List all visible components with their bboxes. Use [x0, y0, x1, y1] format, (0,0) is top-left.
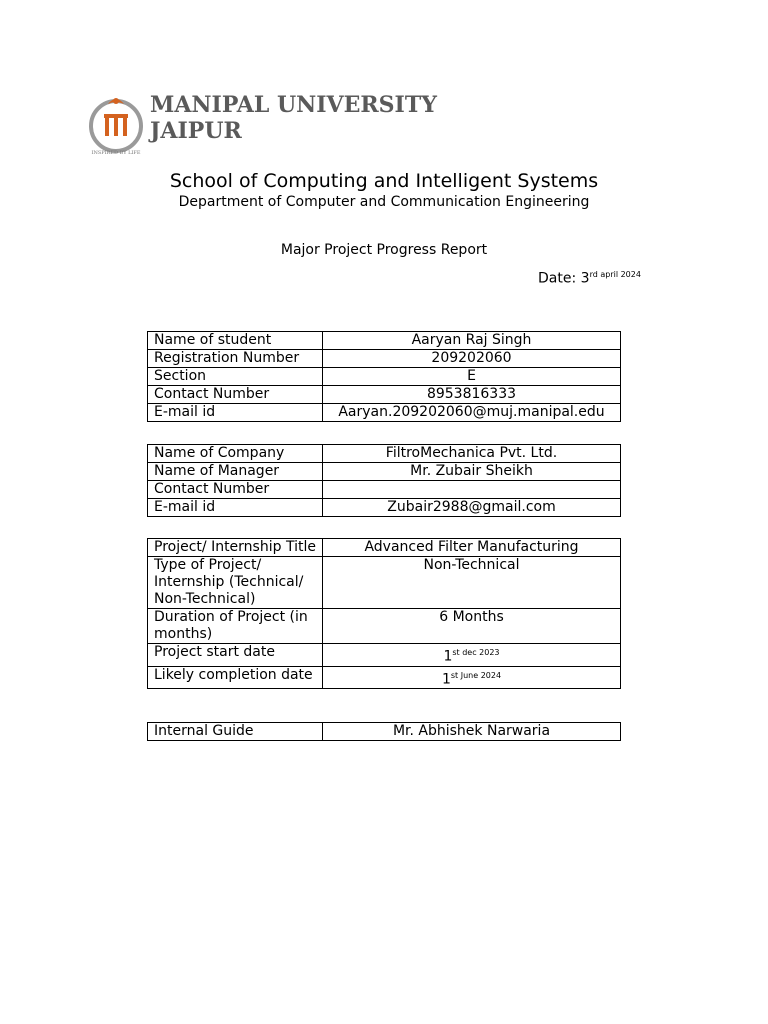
- table-row: [148, 557, 621, 609]
- completion-suffix: st June 2024: [450, 670, 502, 680]
- row-value: FiltroMechanica Pvt. Ltd.: [323, 445, 621, 463]
- row-value: 6 Months: [323, 609, 621, 644]
- university-emblem-icon: [88, 90, 148, 160]
- row-value: Mr. Abhishek Narwaria: [323, 723, 621, 741]
- table-row: [148, 386, 621, 404]
- school-title: School of Computing and Intelligent Systems: [169, 170, 599, 192]
- table-row: [148, 723, 621, 741]
- university-name-line2: JAIPUR: [150, 118, 242, 144]
- university-name-line1: MANIPAL UNIVERSITY: [150, 92, 437, 118]
- row-label: Likely completion date: [148, 666, 323, 689]
- department-title: Department of Computer and Communication Engineering: [178, 194, 590, 210]
- row-value: Aaryan.209202060@muj.manipal.edu: [323, 404, 621, 422]
- table-row: [148, 499, 621, 517]
- row-label: Section: [148, 368, 323, 386]
- row-value: Mr. Zubair Sheikh: [323, 463, 621, 481]
- guide-details-table: [147, 722, 621, 741]
- row-label: Name of Manager: [148, 463, 323, 481]
- row-value: 8953816333: [323, 386, 621, 404]
- row-value: Aaryan Raj Singh: [323, 332, 621, 350]
- row-value: [323, 644, 621, 667]
- table-row: [148, 404, 621, 422]
- report-date: [538, 270, 641, 287]
- table-row: [148, 463, 621, 481]
- start-day: 1: [443, 648, 453, 665]
- report-title: Major Project Progress Report: [280, 242, 488, 258]
- table-row: [148, 332, 621, 350]
- start-suffix: st dec 2023: [452, 648, 500, 657]
- row-label: Project start date: [148, 644, 323, 667]
- row-value: Advanced Filter Manufacturing: [323, 539, 621, 557]
- row-label: Contact Number: [148, 386, 323, 404]
- project-details-table: [147, 538, 621, 689]
- table-row: [148, 539, 621, 557]
- table-row: [148, 445, 621, 463]
- row-label: Internal Guide: [148, 723, 323, 741]
- row-label: Registration Number: [148, 350, 323, 368]
- row-value: Non-Technical: [323, 557, 621, 609]
- company-details-table: [147, 444, 621, 517]
- table-row: [148, 368, 621, 386]
- table-row: [148, 644, 621, 667]
- row-label: Name of student: [148, 332, 323, 350]
- table-row: [148, 666, 621, 689]
- row-label: E-mail id: [148, 404, 323, 422]
- date-label: Date:: [538, 270, 581, 287]
- row-label: Contact Number: [148, 481, 323, 499]
- table-row: [148, 481, 621, 499]
- row-value: E: [323, 368, 621, 386]
- completion-day: 1: [441, 671, 451, 688]
- table-row: [148, 350, 621, 368]
- university-logo: [88, 90, 437, 160]
- table-row: [148, 609, 621, 644]
- row-label: Duration of Project (in months): [148, 609, 323, 644]
- row-label: E-mail id: [148, 499, 323, 517]
- row-label: Name of Company: [148, 445, 323, 463]
- student-details-table: [147, 331, 621, 422]
- row-value: [323, 666, 621, 689]
- row-label: Project/ Internship Title: [148, 539, 323, 557]
- row-value: Zubair2988@gmail.com: [323, 499, 621, 517]
- date-day: 3: [580, 270, 590, 287]
- date-suffix: rd april 2024: [589, 270, 641, 279]
- row-label: Type of Project/ Internship (Technical/ Non-Technical): [148, 557, 323, 609]
- row-value: 209202060: [323, 350, 621, 368]
- row-value: [323, 481, 621, 499]
- logo-motto: INSPIRED BY LIFE: [91, 150, 141, 156]
